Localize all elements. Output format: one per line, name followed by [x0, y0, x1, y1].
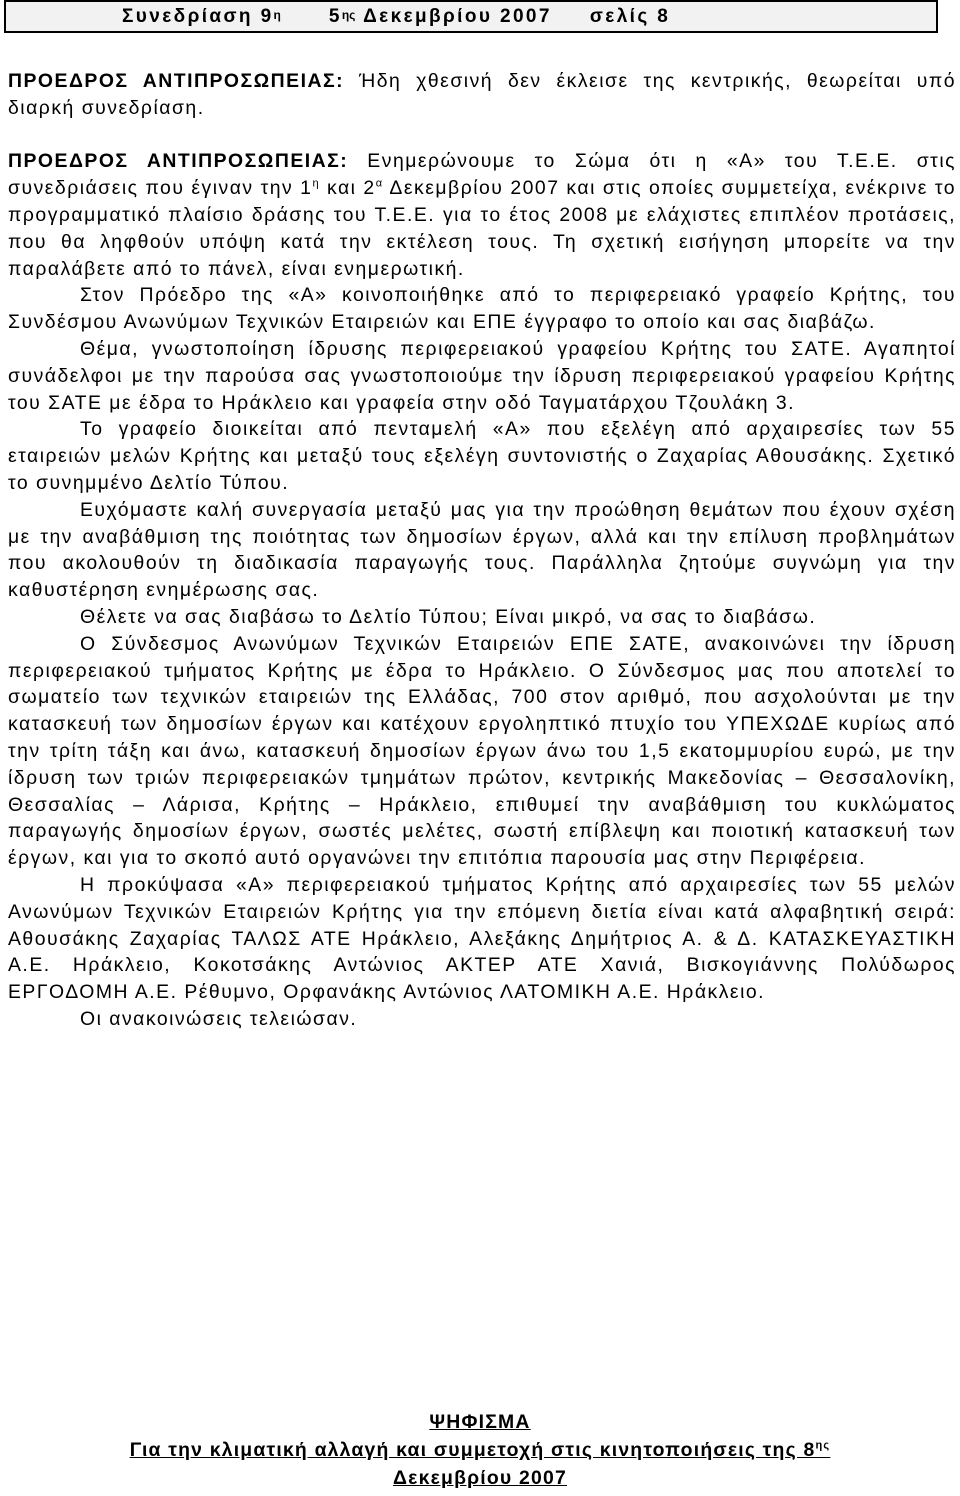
speaker-label: ΠΡΟΕΔΡΟΣ ΑΝΤΙΠΡΟΣΩΠΕΙΑΣ: — [8, 70, 345, 92]
paragraph-10: Οι ανακοινώσεις τελειώσαν. — [80, 1007, 358, 1030]
date-day: 5 — [328, 5, 342, 27]
page-number: σελίς 8 — [589, 5, 671, 27]
ordinal-sup: η — [312, 177, 321, 190]
speaker-label: ΠΡΟΕΔΡΟΣ ΑΝΤΙΠΡΟΣΩΠΕΙΑΣ: — [8, 150, 349, 173]
resolution-title: ΨΗΦΙΣΜΑ — [429, 1411, 531, 1433]
paragraph-text: και 2 — [320, 177, 376, 200]
page-header: Συνεδρίαση 9 $^\eta$ 5 $^{\eta\varsigma}$ Δεκεμβρίου 2007 σελίς 8 — [4, 0, 938, 33]
paragraph-text: Ήδη χθεσινή δεν έκλεισε της κεντρικής, θεωρείται υπό διαρκή συνεδρίαση. — [8, 70, 956, 119]
resolution-subtitle-line1 — [0, 1436, 960, 1464]
paragraph-5: Το γραφείο διοικείται από πενταμελή «Α» που εξελέγη από αρχαιρεσίες των 55 εταιρειών μελών Κρήτης και μεταξύ τους εξελέγη συντονιστής ο Ζαχαρίας Αθουσάκης. Σχετικό το συνημμένο Δελτίο Τύπου. — [8, 418, 956, 494]
paragraph-text: Ενημερώνουμε το Σώμα ότι η «Α» του Τ.Ε.Ε. στις συνεδριάσεις που έγιναν την 1 — [8, 150, 956, 200]
resolution-subtitle-text: Για την κλιματική αλλαγή και συμμετοχή στις κινητοποιήσεις της 8 — [129, 1439, 816, 1461]
paragraph-6: Ευχόμαστε καλή συνεργασία μεταξύ μας για την προώθηση θεμάτων που έχουν σχέση με την αναβάθμιση της ποιότητας των δημοσίων έργων, αλλά και την επίλυση προβλημάτων που ακολουθούν τη διαδικασία παραγωγής τους. Παράλληλα ζητούμε συγνώμη για την καθυστέρηση ενημέρωσης σας. — [8, 498, 956, 602]
paragraph-1 — [8, 68, 956, 122]
paragraph-4: Θέμα, γνωστοποίηση ίδρυσης περιφερειακού γραφείου Κρήτης του ΣΑΤΕ. Αγαπητοί συνάδελφοι με την παρούσα σας γνωστοποιούμε την ίδρυση περιφερειακού γραφείου Κρήτης του ΣΑΤΕ με έδρα το Ηράκλειο και γραφεία στην οδό Ταγματάρχου Τζουλάκη 3. — [8, 337, 956, 414]
paragraph-8: Ο Σύνδεσμος Ανωνύμων Τεχνικών Εταιρειών ΕΠΕ ΣΑΤΕ, ανακοινώνει την ίδρυση περιφερειακού τμήματος Κρήτης με έδρα το Ηράκλειο. Ο Σύνδεσμος μας που αποτελεί το σωματείο των τεχνικών εταιρειών της Ελλάδας, 700 στον αριθμό, που ασχολούνται με την κατασκευή των δημοσίων έργων και κατέχουν εργοληπτικό πτυχίο του ΥΠΕΧΩΔΕ κυρίως από την τρίτη τάξη και άνω, κατασκευή δημοσίων έργων άνω του 1,5 εκατομμυρίου ευρώ, με την ίδρυση των τριών περιφερειακών τμημάτων πρώτον, κεντρικής Μακεδονίας – Θεσσαλονίκη, Θεσσαλίας – Λάρισα, Κρήτης – Ηράκλειο, επιθυμεί την αναβάθμιση του κυκλώματος παραγωγής δημοσίων έργων, σωστές μελέτες, σωστή επίβλεψη και ποιοτική κατασκευή των έργων, και για το σκοπό αυτό οργανώνει την επιτόπια παρουσία μας στην Περιφέρεια. — [8, 632, 956, 870]
paragraph-3: Στον Πρόεδρο της «Α» κοινοποιήθηκε από το περιφερειακό γραφείο Κρήτης, του Συνδέσμου Ανωνύμων Τεχνικών Εταιρειών και ΕΠΕ έγγραφο το οποίο και σας διαβάζω. — [8, 284, 956, 334]
transcript-body — [8, 68, 956, 1033]
paragraph-text: Δεκεμβρίου 2007 και στις οποίες συμμετείχα, ενέκρινε το προγραμματικό πλαίσιο δράσης του Τ.Ε.Ε. για το έτος 2008 με ελάχιστες επιπλέον προτάσεις, που θα ληφθούν υπόψη κατά την εκτέλεση τους. Τη σχετική εισήγηση μπορείτε να την παραλάβετε από το πάνελ, είναι ενημερωτική. — [8, 177, 957, 280]
ordinal-sup: α — [375, 177, 384, 190]
paragraph-9: Η προκύψασα «Α» περιφερειακού τμήματος Κρήτης από αρχαιρεσίες των 55 μελών Ανωνύμων Τεχνικών Εταιρειών Κρήτης για την επόμενη διετία είναι κατά αλφαβητική σειρά: Αθουσάκης Ζαχαρίας ΤΑΛΩΣ ΑΤΕ Ηράκλειο, Αλεξάκης Δημήτριος Α. & Δ. ΚΑΤΑΣΚΕΥΑΣΤΙΚΗ Α.Ε. Ηράκλειο, Κοκοτσάκης Αντώνιος ΑΚΤΕΡ ΑΤΕ Χανιά, Βισκογιάννης Πολύδωρος ΕΡΓΟΔΟΜΗ Α.Ε. Ρέθυμνο, Ορφανάκης Αντώνιος ΛΑΤΟΜΙΚΗ Α.Ε. Ηράκλειο. — [8, 873, 956, 1004]
resolution-sup: ης — [815, 1439, 831, 1452]
session-label: Συνεδρίαση 9 — [122, 5, 274, 27]
resolution-heading — [0, 1408, 960, 1492]
date-rest: Δεκεμβρίου 2007 — [363, 5, 552, 27]
paragraph-7: Θέλετε να σας διαβάσω το Δελτίο Τύπου; Είναι μικρό, να σας το διαβάσω. — [80, 605, 817, 628]
resolution-subtitle-line2: Δεκεμβρίου 2007 — [393, 1467, 567, 1489]
paragraph-2 — [8, 148, 956, 282]
